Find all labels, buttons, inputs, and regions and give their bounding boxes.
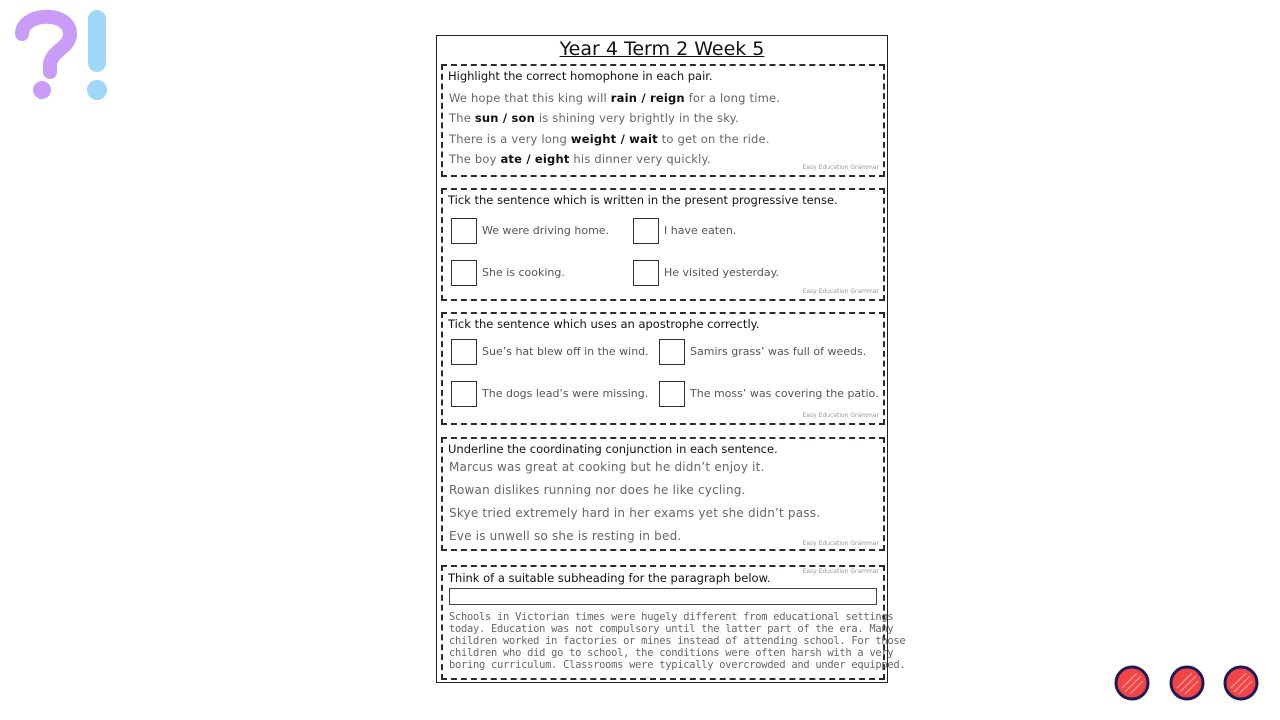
apostrophe-section: Tick the sentence which uses an apostrophe correctly. Sue’s hat blew off in the wind. Samirs grass’ was full of weeds. The dogs lead’s were missing. The moss’ was covering the patio. Easy Education Grammar bbox=[441, 312, 885, 425]
red-dot-icon bbox=[1113, 664, 1151, 702]
watermark: Easy Education Grammar bbox=[802, 164, 879, 171]
section-heading: Tick the sentence which uses an apostrophe correctly. bbox=[448, 317, 760, 331]
exclamation-icon bbox=[87, 10, 107, 100]
subheading-section bbox=[441, 565, 906, 680]
tick-box[interactable] bbox=[451, 381, 477, 407]
homophone-line: The boy ate / eight his dinner very quickly. bbox=[449, 152, 711, 166]
section-heading: Tick the sentence which is written in the present progressive tense. bbox=[448, 193, 838, 207]
paragraph: Schools in Victorian times were hugely different from educational settings today. Education was not compulsory until the latter part of the era. Many children worked in factories or mines instead of attending school. For those children who did go to school, the conditions were often harsh with a very boring curriculum. Classrooms were typically overcrowded and under equipped. bbox=[449, 611, 906, 671]
worksheet-title: Year 4 Term 2 Week 5 bbox=[559, 38, 765, 60]
conjunction-sentence[interactable]: Marcus was great at cooking but he didn’t enjoy it. bbox=[449, 460, 765, 474]
worksheet-page bbox=[436, 35, 906, 683]
section-heading: Underline the coordinating conjunction in each sentence. bbox=[448, 442, 778, 456]
section-heading: Think of a suitable subheading for the paragraph below. bbox=[448, 571, 771, 585]
homophone-pair[interactable]: ate / eight bbox=[500, 152, 570, 166]
question-exclamation-logo bbox=[12, 4, 122, 108]
tick-box[interactable] bbox=[659, 381, 685, 407]
progressive-tense-section: Tick the sentence which is written in the present progressive tense. We were driving home. I have eaten. She is cooking. He visited yesterday. Easy Education Grammar bbox=[441, 188, 885, 301]
subheading-answer-box[interactable] bbox=[449, 588, 877, 605]
homophone-pair[interactable]: weight / wait bbox=[570, 132, 658, 146]
conjunction-sentence[interactable]: Rowan dislikes running nor does he like cycling. bbox=[449, 483, 746, 497]
red-dot-icon bbox=[1168, 664, 1206, 702]
watermark: Easy Education Grammar bbox=[802, 568, 879, 575]
watermark: Easy Education Grammar bbox=[802, 412, 879, 419]
tick-box[interactable] bbox=[659, 339, 685, 365]
homophone-section bbox=[441, 64, 885, 177]
homophone-line: There is a very long weight / wait to get on the ride. bbox=[449, 132, 770, 146]
tick-box[interactable] bbox=[451, 339, 477, 365]
conjunction-sentence[interactable]: Eve is unwell so she is resting in bed. bbox=[449, 529, 682, 543]
homophone-line: We hope that this king will rain / reign for a long time. bbox=[449, 91, 781, 105]
tick-box[interactable] bbox=[633, 218, 659, 244]
tick-box[interactable] bbox=[451, 260, 477, 286]
homophone-line: The sun / son is shining very brightly in the sky. bbox=[449, 111, 739, 125]
conjunction-section bbox=[441, 437, 885, 551]
homophone-pair[interactable]: rain / reign bbox=[610, 91, 685, 105]
conjunction-sentence[interactable]: Skye tried extremely hard in her exams yet she didn’t pass. bbox=[449, 506, 821, 520]
tick-box[interactable] bbox=[451, 218, 477, 244]
tick-box[interactable] bbox=[633, 260, 659, 286]
watermark: Easy Education Grammar bbox=[802, 288, 879, 295]
red-dot-icon bbox=[1222, 664, 1260, 702]
watermark: Easy Education Grammar bbox=[802, 540, 879, 547]
homophone-pair[interactable]: sun / son bbox=[474, 111, 536, 125]
question-mark-icon bbox=[22, 17, 70, 99]
section-heading: Highlight the correct homophone in each pair. bbox=[448, 69, 713, 83]
